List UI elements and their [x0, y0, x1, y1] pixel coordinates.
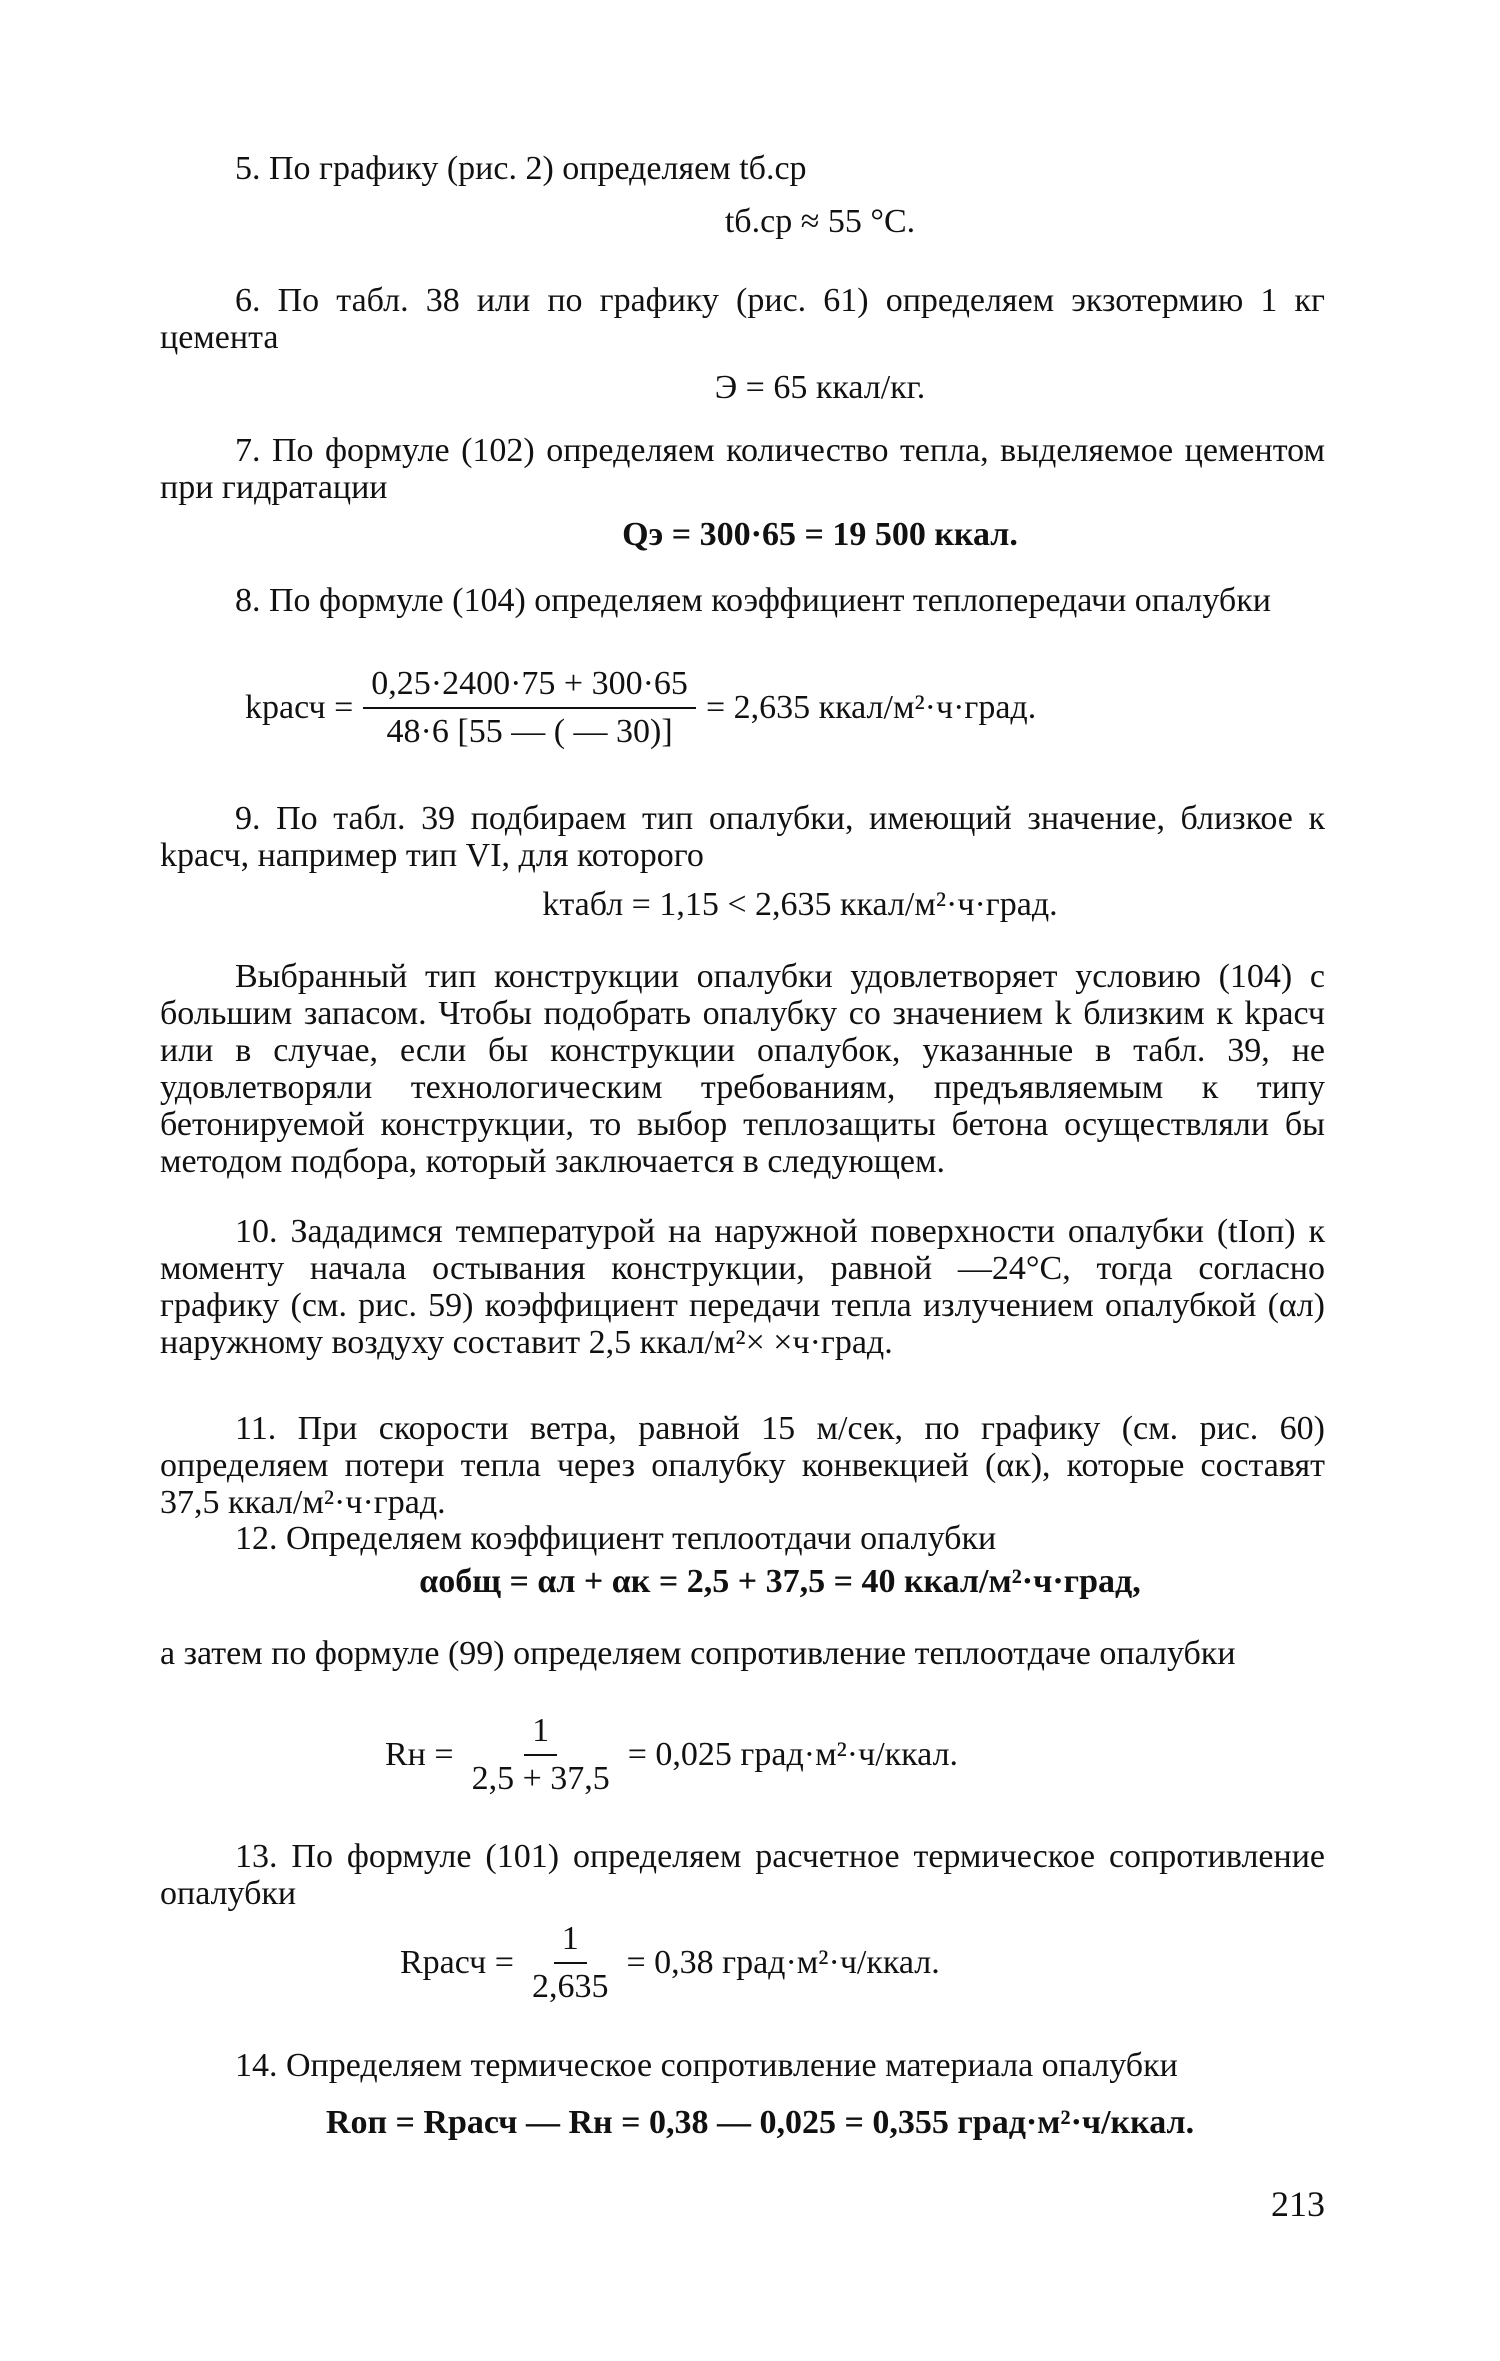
fraction [363, 665, 696, 751]
equation-lhs: Rрасч = [400, 1944, 514, 1981]
equation-lhs: Rн = [385, 1736, 454, 1773]
fraction-denominator: 2,635 [531, 1968, 609, 2005]
paragraph-step-11: 11. При скорости ветра, равной 15 м/сек, по графику (см. рис. 60) определяем потери тепла через опалубку конвекцией (αк), которые составят 37,5 ккал/м²·ч·град. [160, 1410, 1325, 1521]
paragraph-step-14: 14. Определяем термическое сопротивление материала опалубки [235, 2047, 1178, 2084]
fraction-numerator: 0,25·2400·75 + 300·65 [363, 665, 696, 709]
fraction [464, 1712, 618, 1798]
equation-rhs: = 0,38 град·м²·ч/ккал. [626, 1944, 940, 1981]
equation-rhs: = 0,025 град·м²·ч/ккал. [627, 1736, 959, 1773]
equation-step-12-resistance [385, 1712, 958, 1798]
paragraph-step-12-continued: а затем по формуле (99) определяем сопротивление теплоотдаче опалубки [160, 1635, 1236, 1672]
equation-step-7: Qэ = 300·65 = 19 500 ккал. [622, 516, 1018, 553]
paragraph-step-10: 10. Зададимся температурой на наружной поверхности опалубки (tIоп) к моменту начала остывания конструкции, равной —24°С, тогда согласно графику (см. рис. 59) коэффициент передачи тепла излучением опалубкой (αл) наружному воздуху составит 2,5 ккал/м²× ×ч·град. [160, 1213, 1325, 1361]
paragraph-step-13: 13. По формуле (101) определяем расчетное термическое сопротивление опалубки [160, 1838, 1325, 1912]
equation-step-8 [245, 665, 1036, 751]
equation-step-9: kтабл = 1,15 < 2,635 ккал/м²·ч·град. [542, 886, 1058, 923]
equation-lhs: kрасч = [245, 689, 354, 726]
paragraph-step-6: 6. По табл. 38 или по графику (рис. 61) определяем экзотермию 1 кг цемента [160, 282, 1325, 356]
paragraph-step-12: 12. Определяем коэффициент теплоотдачи опалубки [235, 1520, 997, 1557]
fraction-denominator: 48·6 [55 — ( — 30)] [386, 713, 673, 750]
page-number: 213 [1271, 2184, 1325, 2224]
paragraph-step-5: 5. По графику (рис. 2) определяем tб.ср [235, 150, 807, 187]
fraction-denominator: 2,5 + 37,5 [471, 1760, 610, 1797]
equation-step-12: αобщ = αл + αк = 2,5 + 37,5 = 40 ккал/м²·ч·град, [419, 1563, 1141, 1600]
equation-step-14: Rоп = Rрасч — Rн = 0,38 — 0,025 = 0,355 град·м²·ч/ккал. [325, 2104, 1195, 2141]
equation-step-6: Э = 65 ккал/кг. [714, 369, 926, 406]
paragraph-step-8: 8. По формуле (104) определяем коэффициент теплопередачи опалубки [235, 582, 1271, 619]
paragraph-step-9: 9. По табл. 39 подбираем тип опалубки, имеющий значение, близкое к kрасч, например тип VI, для которого [160, 800, 1325, 874]
equation-step-5: tб.ср ≈ 55 °С. [724, 203, 916, 240]
fraction-numerator: 1 [524, 1712, 557, 1756]
paragraph-step-9-explanation: Выбранный тип конструкции опалубки удовлетворяет условию (104) с большим запасом. Чтобы подобрать опалубку со значением k близким к kрасч или в случае, если бы конструкции опалубок, указанные в табл. 39, не удовлетворяли технологическим требованиям, предъявляемым к типу бетонируемой конструкции, то выбор теплозащиты бетона осуществляли бы методом подбора, который заключается в следующем. [160, 958, 1325, 1180]
equation-step-13 [400, 1920, 940, 2006]
paragraph-step-7: 7. По формуле (102) определяем количество тепла, выделяемое цементом при гидратации [160, 432, 1325, 506]
fraction [524, 1920, 617, 2006]
equation-rhs: = 2,635 ккал/м²·ч·град. [705, 689, 1037, 726]
fraction-numerator: 1 [554, 1920, 587, 1964]
